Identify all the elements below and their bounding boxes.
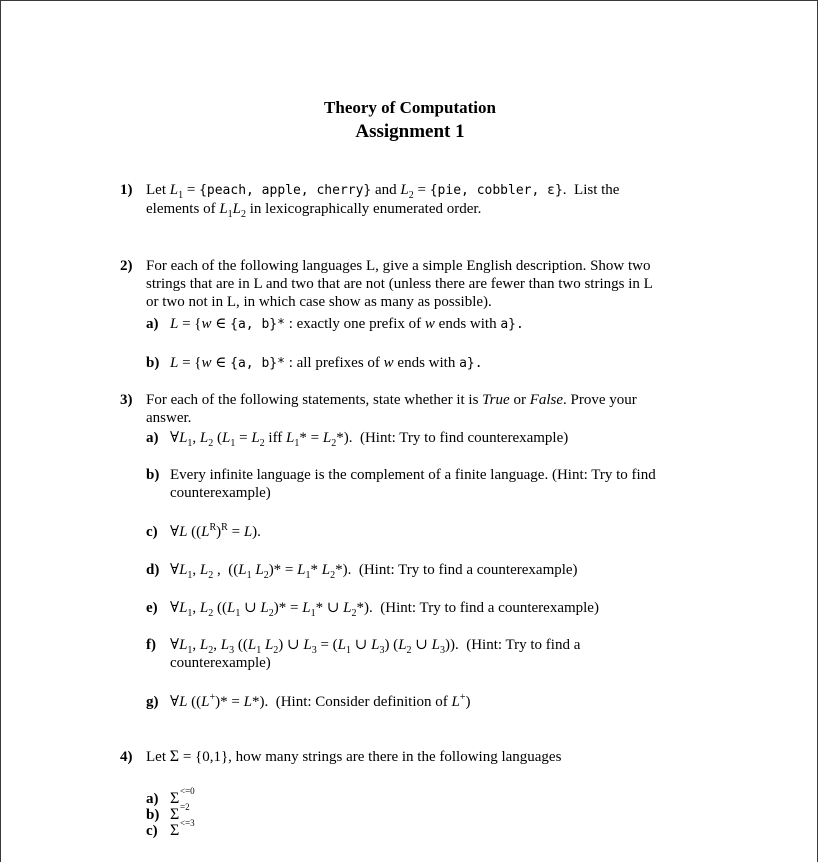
question-number: 3) <box>120 392 133 408</box>
q4-item-b: b) Σ =2 <box>146 802 190 823</box>
q2-line1: For each of the following languages L, give a simple English description. Show two <box>146 258 651 274</box>
l2-set: {pie, cobbler, ε} <box>429 183 563 198</box>
q1-text: List the <box>574 182 620 198</box>
q3-item-f: f) $\forall L_1$, $L_2$, $L_3$ (($L_1$ $L_2$) ∪ $L_3 = (L_1$ ∪ $L_3$) ($L_2$ ∪ $L_3$)). (Hint: Try to find a counterexample) <box>146 637 581 671</box>
question-4: 4) Let Σ = {0,1}, how many strings are there in the following languages <box>120 748 562 765</box>
question-number: 1) <box>120 182 133 198</box>
q2-line3: or two not in L, in which case show as many as possible). <box>146 294 492 310</box>
q4-item-c: c) Σ <=3 <box>146 818 195 839</box>
q3-item-g: g) ∀L ((L+)* = L*). (Hint: Consider definition of L+) <box>146 692 471 710</box>
q3-item-c: c) ∀L $((L^R)^R = L)$. <box>146 522 261 540</box>
l1-set: {peach, apple, cherry} <box>199 183 372 198</box>
q3-item-b: b) Every infinite language is the complement of a finite language. (Hint: Try to find counterexample) <box>146 467 656 501</box>
q4-item-a: a) Σ <=0 <box>146 786 195 807</box>
q2-item-b: b) L = {w ∈ {a, b}* : all prefixes of w ends with a}. <box>146 355 483 371</box>
question-2 <box>120 257 710 311</box>
question-number: 2) <box>120 258 133 274</box>
question-1: 1) Let $L_1$ = {peach, apple, cherry} and $L_2 = \{pie$, cobbler, ε}. List the elements of $L_1L_2$ in lexicographically enumerated order. <box>120 182 620 220</box>
q3-item-d: d) $\forall L_1$, $L_2$ , (($L_1$ $L_2)* = L_1*$ $L_2*$). (Hint: Try to find a counterexample) <box>146 562 578 581</box>
question-3: 3) For each of the following statements, state whether it is True or False. Prove your answer. <box>120 392 637 426</box>
document-subtitle: Assignment 1 <box>355 121 465 142</box>
q2-item-a: a) L = {w ∈ {a, b}* : exactly one prefix of w ends with a}. <box>146 316 524 332</box>
q3-item-e: e) $\forall L_1$, $L_2$ (($L_1$ ∪ $L_2)* = L_1*$ ∪ $L_2*$). (Hint: Try to find a counterexample) <box>146 600 599 619</box>
question-number: 4) <box>120 749 133 765</box>
q3-item-a: a) $\forall L_1$, $L_2$ ($L_1 = L_2$ iff $L_1* = L_2*$). (Hint: Try to find counterexample) <box>146 430 569 449</box>
document-title: Theory of Computation <box>324 98 496 117</box>
q2-line2: strings that are in L and two that are not (unless there are fewer than two strings in L <box>146 276 653 292</box>
